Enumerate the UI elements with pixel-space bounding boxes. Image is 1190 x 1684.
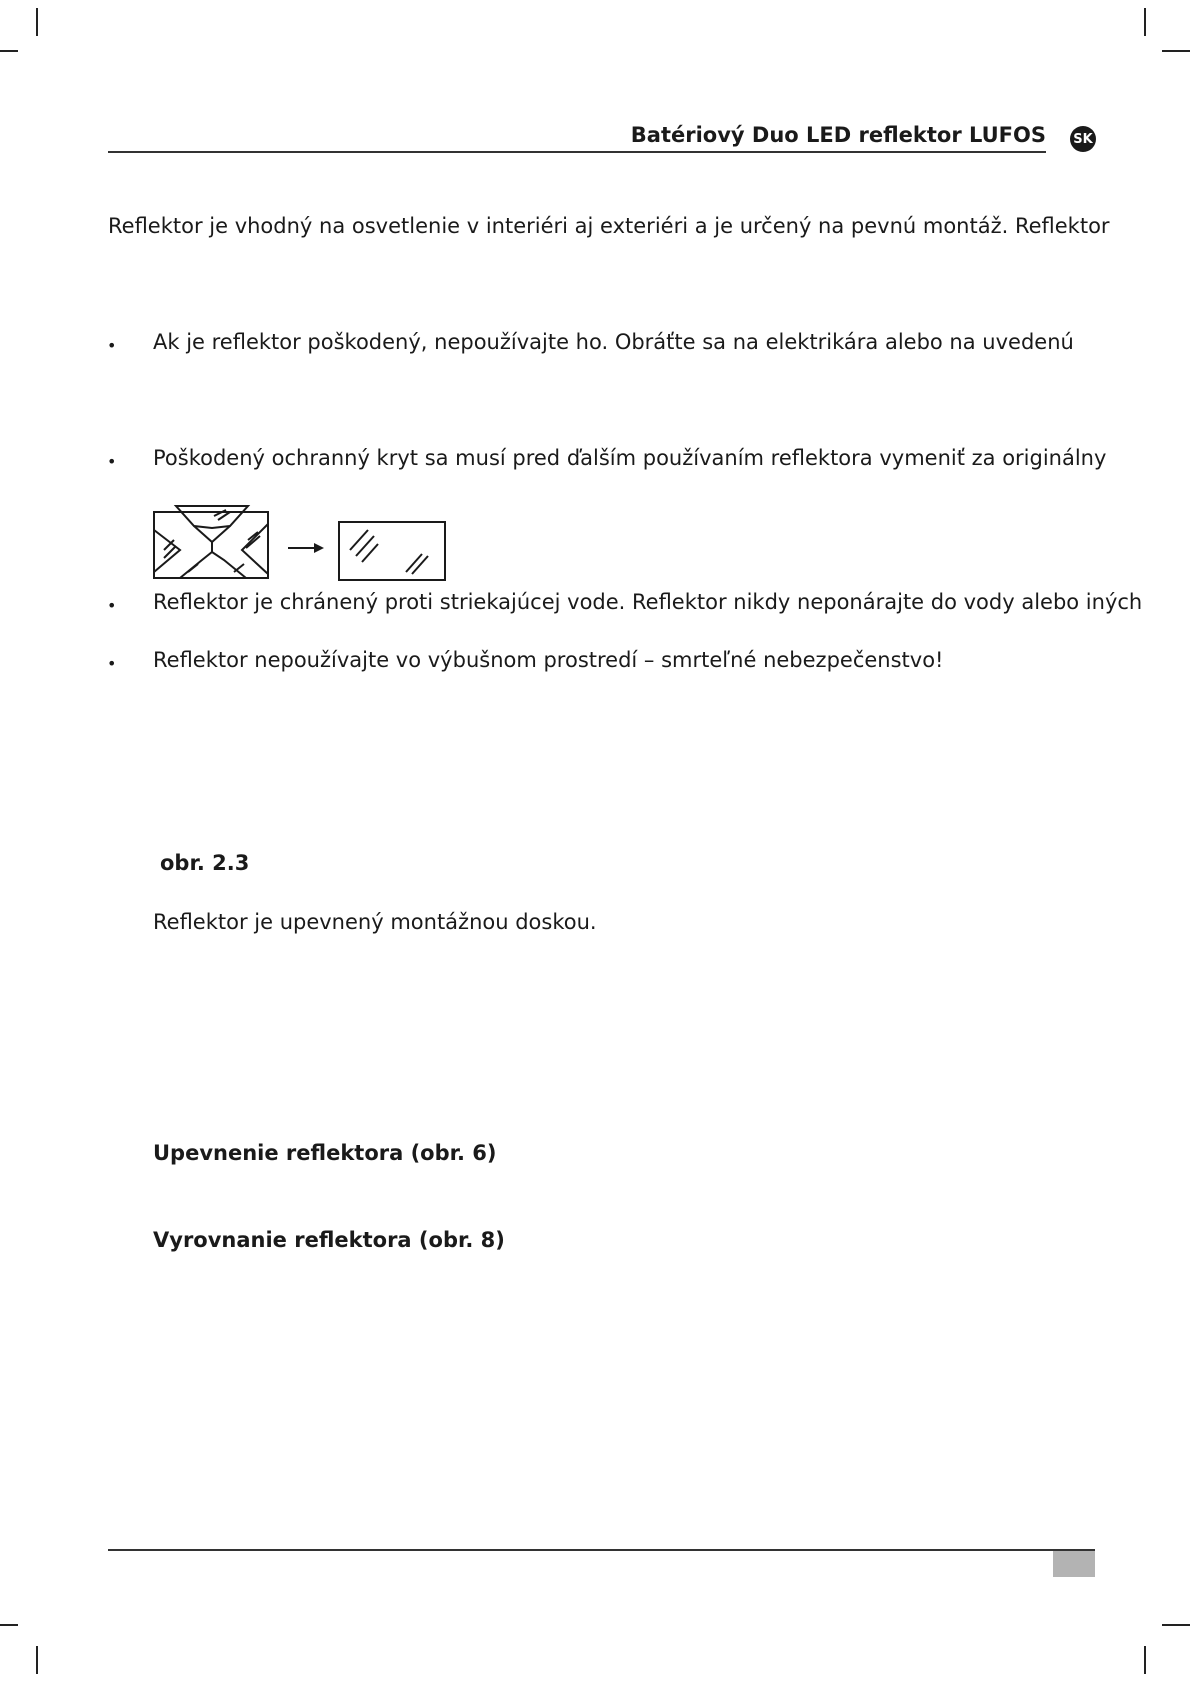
language-badge: SK [1070, 126, 1096, 152]
crop-mark [36, 8, 38, 36]
glass-replacement-illustration [150, 502, 450, 584]
broken-glass-icon [154, 506, 268, 578]
page-title: Batériový Duo LED reflektor LUFOS [630, 123, 1046, 147]
crop-mark [0, 1624, 18, 1626]
footer-rule [108, 1549, 1095, 1551]
intact-glass-icon [339, 522, 445, 580]
crop-mark [1162, 1624, 1190, 1626]
bullet-text-protective-cover: Poškodený ochranný kryt sa musí pred ďalším používaním reflektora vymeniť za originálny [153, 446, 1107, 470]
arrow-right-icon [288, 543, 324, 553]
figure-reference: obr. 2.3 [160, 851, 250, 875]
bullet-glyph: • [107, 596, 117, 615]
bullet-glyph: • [107, 336, 117, 355]
crop-mark [0, 50, 18, 52]
bullet-text-explosive-environment: Reflektor nepoužívajte vo výbušnom prostredí – smrteľné nebezpečenstvo! [153, 648, 944, 672]
crop-mark [1144, 8, 1146, 36]
heading-mounting-reflector: Upevnenie reflektora (obr. 6) [153, 1141, 497, 1165]
header-rule [108, 151, 1046, 153]
bullet-glyph: • [107, 654, 117, 673]
bullet-text-splash-water: Reflektor je chránený proti striekajúcej vode. Reflektor nikdy neponárajte do vody alebo iných [153, 590, 1143, 614]
crop-mark [1144, 1646, 1146, 1674]
crop-mark [1162, 50, 1190, 52]
bullet-text-damaged-reflector: Ak je reflektor poškodený, nepoužívajte ho. Obráťte sa na elektrikára alebo na uvedenú [153, 330, 1074, 354]
crop-mark [36, 1646, 38, 1674]
intro-paragraph: Reflektor je vhodný na osvetlenie v interiéri aj exteriéri a je určený na pevnú montáž. Reflektor [108, 214, 1110, 238]
mounting-text: Reflektor je upevnený montážnou doskou. [153, 910, 597, 934]
bullet-glyph: • [107, 452, 117, 471]
page-number-tab [1053, 1551, 1095, 1577]
heading-aligning-reflector: Vyrovnanie reflektora (obr. 8) [153, 1228, 505, 1252]
